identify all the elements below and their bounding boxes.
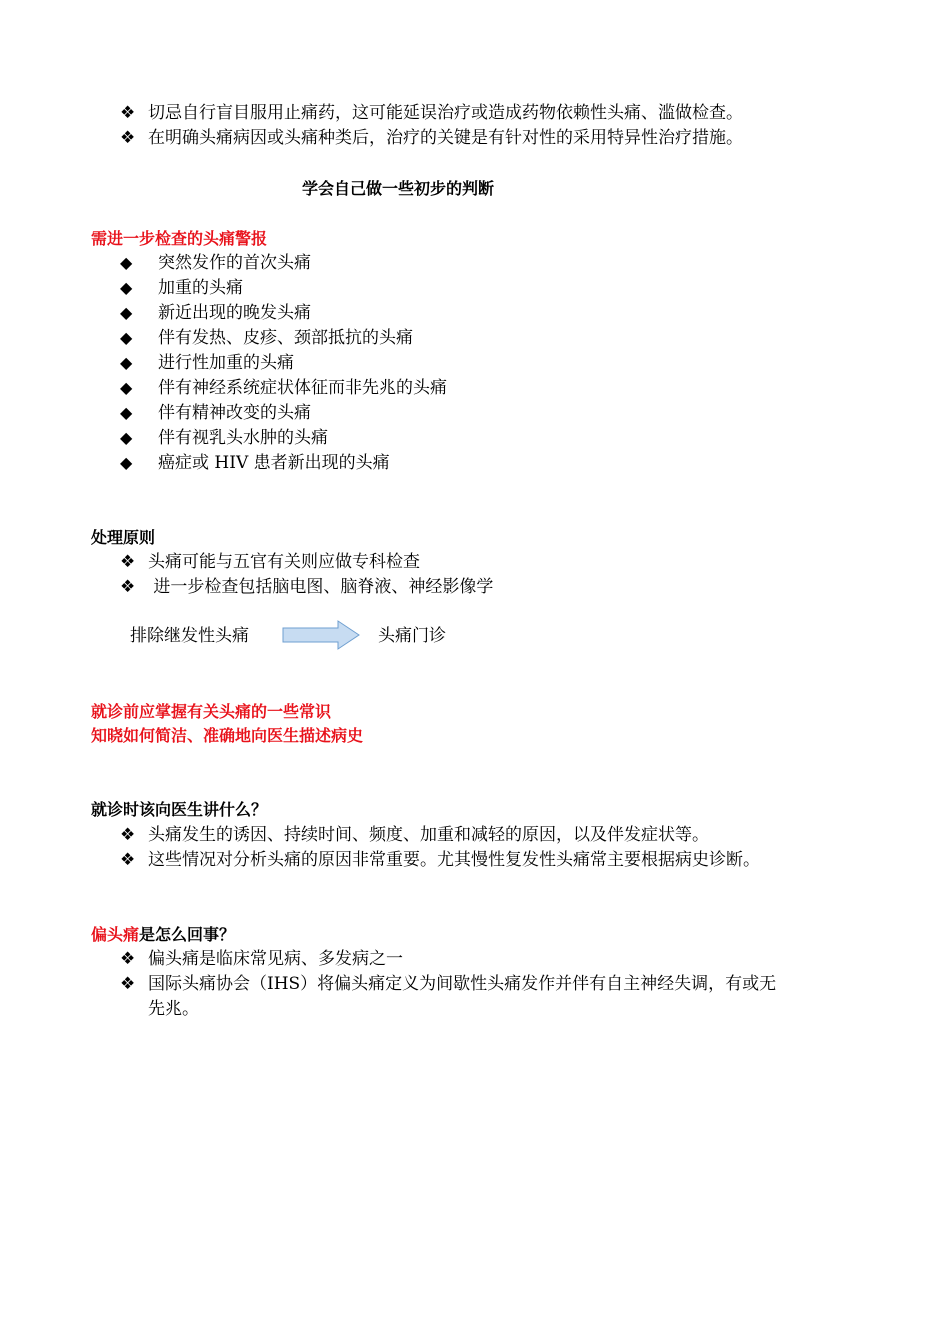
warning-heading: 需进一步检查的头痛警报	[91, 229, 268, 248]
tell-doctor-text: 这些情况对分析头痛的原因非常重要。尤其慢性复发性头痛常主要根据病史诊断。	[148, 850, 760, 870]
warning-item	[120, 301, 311, 325]
warning-item	[120, 351, 294, 375]
principle-text: 进一步检查包括脑电图、脑脊液、神经影像学	[148, 577, 494, 597]
right-arrow-icon	[282, 620, 360, 650]
solid-diamond-icon: ◆	[120, 403, 133, 422]
warning-item-text: 伴有神经系统症状体征而非先兆的头痛	[158, 378, 447, 398]
diamond-bullet-icon: ❖	[120, 128, 136, 148]
diamond-bullet-icon: ❖	[120, 825, 136, 845]
solid-diamond-icon: ◆	[120, 253, 133, 272]
warning-item-text: 伴有视乳头水肿的头痛	[158, 428, 328, 448]
tell-doctor-heading: 就诊时该向医生讲什么？	[91, 800, 268, 819]
diamond-bullet-icon: ❖	[120, 850, 136, 870]
warning-item-text: 进行性加重的头痛	[158, 353, 294, 373]
solid-diamond-icon: ◆	[120, 428, 133, 447]
solid-diamond-icon: ◆	[120, 303, 133, 322]
migraine-item	[120, 972, 776, 996]
principle-text: 头痛可能与五官有关则应做专科检查	[148, 552, 420, 572]
warning-item	[120, 326, 413, 350]
migraine-text: 国际头痛协会（IHS）将偏头痛定义为间歇性头痛发作并伴有自主神经失调，有或无	[148, 974, 777, 994]
top-bullet-2	[120, 126, 743, 150]
solid-diamond-icon: ◆	[120, 278, 133, 297]
diamond-bullet-icon: ❖	[120, 974, 136, 994]
knowledge-line-2: 知晓如何简洁、准确地向医生描述病史	[91, 726, 364, 745]
solid-diamond-icon: ◆	[120, 453, 133, 472]
knowledge-line-1: 就诊前应掌握有关头痛的一些常识	[91, 702, 332, 721]
solid-diamond-icon: ◆	[120, 378, 133, 397]
warning-item-text: 伴有精神改变的头痛	[158, 403, 311, 423]
principle-item	[120, 550, 420, 574]
tell-doctor-item	[120, 848, 760, 872]
top-bullet-1	[120, 101, 743, 125]
warning-item-text: 突然发作的首次头痛	[158, 253, 311, 273]
solid-diamond-icon: ◆	[120, 353, 133, 372]
migraine-text: 偏头痛是临床常见病、多发病之一	[148, 949, 403, 969]
warning-item	[120, 426, 328, 450]
warning-item-text: 伴有发热、皮疹、颈部抵抗的头痛	[158, 328, 413, 348]
section-title: 学会自己做一些初步的判断	[302, 179, 495, 198]
principles-heading: 处理原则	[91, 528, 156, 547]
diamond-bullet-icon: ❖	[120, 103, 136, 123]
tell-doctor-text: 头痛发生的诱因、持续时间、频度、加重和减轻的原因，以及伴发症状等。	[148, 825, 709, 845]
diamond-bullet-icon: ❖	[120, 552, 136, 572]
solid-diamond-icon: ◆	[120, 328, 133, 347]
warning-item	[120, 376, 447, 400]
flow-from: 排除继发性头痛	[130, 626, 249, 646]
tell-doctor-item	[120, 823, 709, 847]
warning-item-text: 新近出现的晚发头痛	[158, 303, 311, 323]
flow-to: 头痛门诊	[378, 626, 446, 646]
migraine-item	[120, 947, 403, 971]
warning-item-text: 癌症或 HIV 患者新出现的头痛	[158, 453, 390, 473]
warning-item	[120, 251, 311, 275]
bullet-text: 在明确头痛病因或头痛种类后，治疗的关键是有针对性的采用特异性治疗措施。	[148, 128, 743, 148]
diamond-bullet-icon: ❖	[120, 577, 136, 597]
warning-item-text: 加重的头痛	[158, 278, 243, 298]
warning-item	[120, 401, 311, 425]
warning-item	[120, 276, 243, 300]
diamond-bullet-icon: ❖	[120, 949, 136, 969]
migraine-heading-rest: 是怎么回事？	[139, 925, 236, 944]
principle-item	[120, 575, 493, 599]
migraine-item-continuation: 先兆。	[148, 999, 199, 1019]
migraine-heading-red: 偏头痛	[91, 925, 140, 944]
warning-item	[120, 451, 390, 475]
migraine-heading	[91, 923, 235, 947]
bullet-text: 切忌自行盲目服用止痛药，这可能延误治疗或造成药物依赖性头痛、滥做检查。	[148, 103, 743, 123]
